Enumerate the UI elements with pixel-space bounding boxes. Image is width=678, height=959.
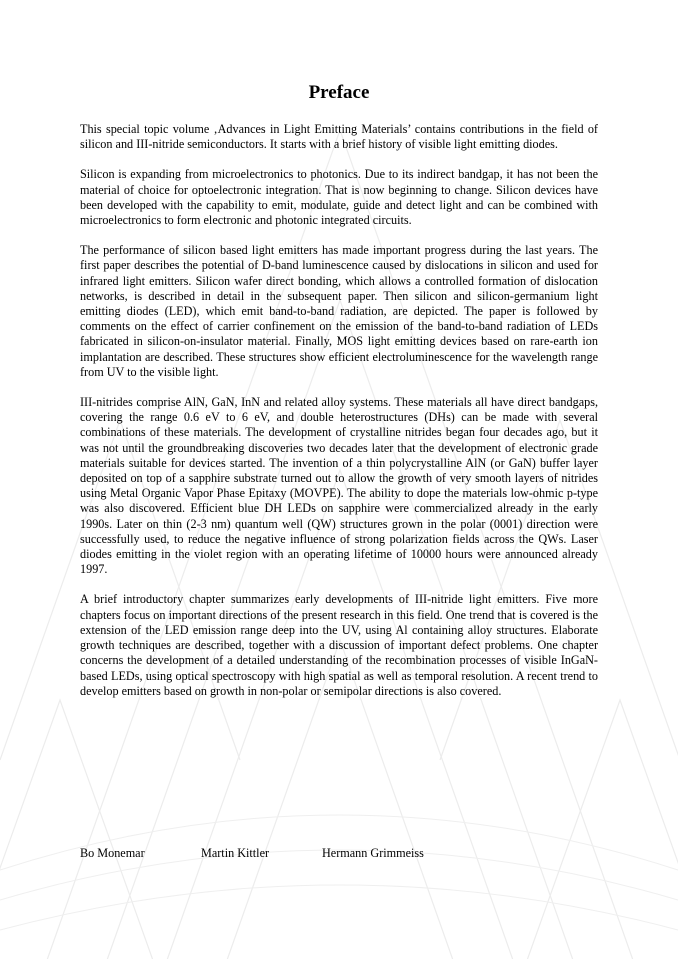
paragraph: A brief introductory chapter summarizes early developments of III-nitride light emitters. Five more chapters focus on important directions of the present research in this field. One trend that is covered is the extension of the LED emission range deep into the UV, using Al containing alloy structures. Elaborate growth techniques are described, together with a discussion of important defect problems. One chapter concerns the development of a detailed understanding of the recombination processes of visible InGaN-based LEDs, using optical spectroscopy with high spatial as well as temporal resolution. A recent trend to develop emitters based on growth in non-polar or semipolar directions is also covered. <box>80 592 598 698</box>
paragraph: This special topic volume ‚Advances in Light Emitting Materials’ contains contributions in the field of silicon and III-nitride semiconductors. It starts with a brief history of visible light emitting diodes. <box>80 122 598 152</box>
paragraph: Silicon is expanding from microelectronics to photonics. Due to its indirect bandgap, it has not been the material of choice for optoelectronic integration. That is now beginning to change. Silicon devices have been developed with the capability to emit, modulate, guide and detect light and can be combined with microelectronics to form electronic and photonic integrated circuits. <box>80 167 598 228</box>
page-title: Preface <box>308 82 370 103</box>
paragraph: The performance of silicon based light emitters has made important progress during the last years. The first paper describes the potential of D-band luminescence caused by dislocations in silicon and used for infrared light emitters. Silicon wafer direct bonding, which allows a controlled formation of dislocation networks, is described in detail in the subsequent paper. Then silicon and silicon-germanium light emitting diodes (LED), which emit band-to-band radiation, are depicted. The paper is followed by comments on the effect of carrier confinement on the emission of the band-to-band radiation of LEDs fabricated in silicon-on-insulator material. Finally, MOS light emitting devices based on rare-earth ion implantation are described. These structures show efficient electroluminescence for the wavelength range from UV to the visible light. <box>80 243 598 379</box>
editor-name: Bo Monemar <box>80 846 145 860</box>
paragraph: III-nitrides comprise AlN, GaN, InN and related alloy systems. These materials all have direct bandgaps, covering the range 0.6 eV to 6 eV, and double heterostructures (DHs) can be made with several combinations of these materials. The development of crystalline nitrides began four decades ago, but it was not until the groundbreaking discoveries two decades later that the development of electronic grade materials suitable for devices started. The invention of a thin polycrystalline AlN (or GaN) buffer layer deposited on top of a sapphire substrate turned out to allow the growth of very smooth layers of nitrides using Metal Organic Vapor Phase Epitaxy (MOVPE). The ability to dope the materials low-ohmic p-type was also discovered. Efficient blue DH LEDs on sapphire were commercialized already in the early 1990s. Later on thin (2-3 nm) quantum well (QW) structures grown in the polar (0001) direction were successfully used, to reduce the negative influence of strong polarization fields across the QWs. Laser diodes emitting in the violet region with an operating lifetime of 10000 hours were announced already 1997. <box>80 395 598 577</box>
editor-name: Martin Kittler <box>201 846 270 860</box>
signature-line <box>80 846 580 862</box>
editor-name: Hermann Grimmeiss <box>322 846 424 860</box>
preface-body <box>80 122 598 714</box>
